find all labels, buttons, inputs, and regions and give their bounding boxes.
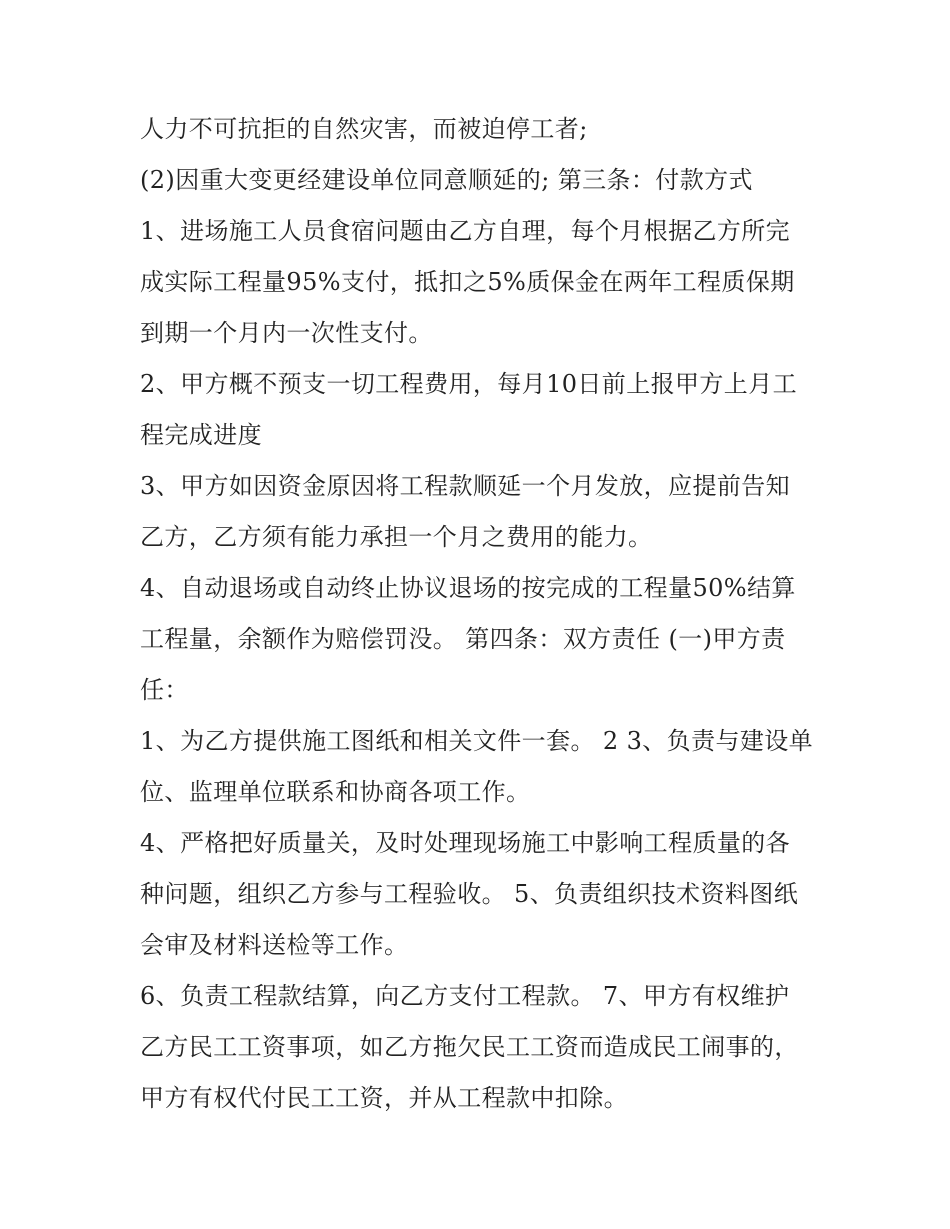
text-line: 任：: [140, 676, 189, 704]
text-line: 程完成进度: [140, 421, 262, 449]
text-line: 到期一个月内一次性支付。: [140, 319, 433, 347]
text-line: 位、监理单位联系和协商各项工作。: [140, 778, 531, 806]
text-line: 人力不可抗拒的自然灾害，而被迫停工者;: [140, 115, 588, 143]
text-line: 1、为乙方提供施工图纸和相关文件一套。 2 3、负责与建设单: [140, 727, 814, 755]
text-line: 6、负责工程款结算，向乙方支付工程款。 7、甲方有权维护: [140, 982, 790, 1010]
text-line: 工程量，余额作为赔偿罚没。 第四条：双方责任 (一)甲方责: [140, 625, 786, 653]
text-line: 会审及材料送检等工作。: [140, 931, 409, 959]
text-line: 4、自动退场或自动终止协议退场的按完成的工程量50%结算: [140, 574, 796, 602]
text-line: 1、进场施工人员食宿问题由乙方自理，每个月根据乙方所完: [140, 217, 791, 245]
text-line: 4、严格把好质量关，及时处理现场施工中影响工程质量的各: [140, 829, 791, 857]
text-line: 种问题，组织乙方参与工程验收。 5、负责组织技术资料图纸: [140, 880, 799, 908]
text-line: 甲方有权代付民工工资，并从工程款中扣除。: [140, 1084, 628, 1112]
text-line: 乙方，乙方须有能力承担一个月之费用的能力。: [140, 523, 653, 551]
text-line: 乙方民工工资事项，如乙方拖欠民工工资而造成民工闹事的，: [140, 1033, 799, 1061]
text-line: 成实际工程量95%支付，抵扣之5%质保金在两年工程质保期: [140, 268, 795, 296]
text-line: (2)因重大变更经建设单位同意顺延的; 第三条：付款方式: [140, 166, 753, 194]
text-line: 3、甲方如因资金原因将工程款顺延一个月发放，应提前告知: [140, 472, 791, 500]
text-line: 2、甲方概不预支一切工程费用，每月10日前上报甲方上月工: [140, 370, 798, 398]
document-body: [140, 104, 820, 1124]
